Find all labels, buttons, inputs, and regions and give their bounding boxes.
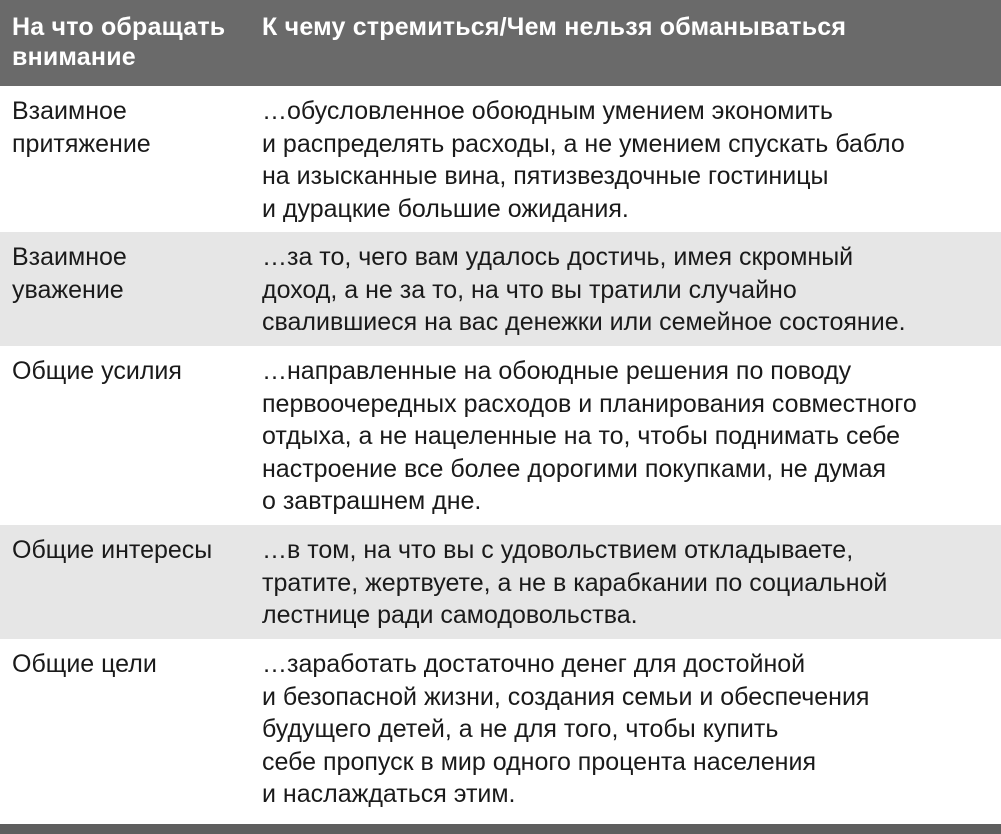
row-description: …направленные на обоюдные решения по поводу первоочередных расходов и планирования совместного отдыха, а не нацеленные на то, чтобы поднимать себе настроение все более дорогими покупками, не думая о завтрашнем дне. <box>262 357 917 515</box>
row-description: …за то, чего вам удалось достичь, имея скромный доход, а не за то, на что вы тратили случайно свалившиеся на вас денежки или семейное состояние. <box>262 243 906 336</box>
table-row <box>0 346 1001 525</box>
table-header <box>0 0 1001 86</box>
bottom-rule <box>0 824 1001 834</box>
row-aspect: Общие усилия <box>12 357 182 385</box>
row-aspect: Взаимное притяжение <box>12 97 151 158</box>
table-row <box>0 232 1001 346</box>
row-aspect: Взаимное уважение <box>12 243 127 304</box>
table-row <box>0 639 1001 824</box>
table-row <box>0 525 1001 639</box>
row-aspect: Общие цели <box>12 650 157 678</box>
row-description: …заработать достаточно денег для достойной и безопасной жизни, создания семьи и обеспечения будущего детей, а не для того, чтобы купить себе пропуск в мир одного процента населения и наслаждаться этим. <box>262 650 870 808</box>
row-description: …в том, на что вы с удовольствием откладываете, тратите, жертвуете, а не в карабкании по социальной лестнице ради самодовольства. <box>262 536 888 629</box>
header-aspect: На что обращать внимание <box>12 13 226 71</box>
table-row <box>0 86 1001 232</box>
row-aspect: Общие интересы <box>12 536 213 564</box>
header-description: К чему стремиться/Чем нельзя обманываться <box>262 13 847 41</box>
row-description: …обусловленное обоюдным умением экономить и распределять расходы, а не умением спускать бабло на изысканные вина, пятизвездочные гостиницы и дурацкие большие ожидания. <box>262 97 905 223</box>
